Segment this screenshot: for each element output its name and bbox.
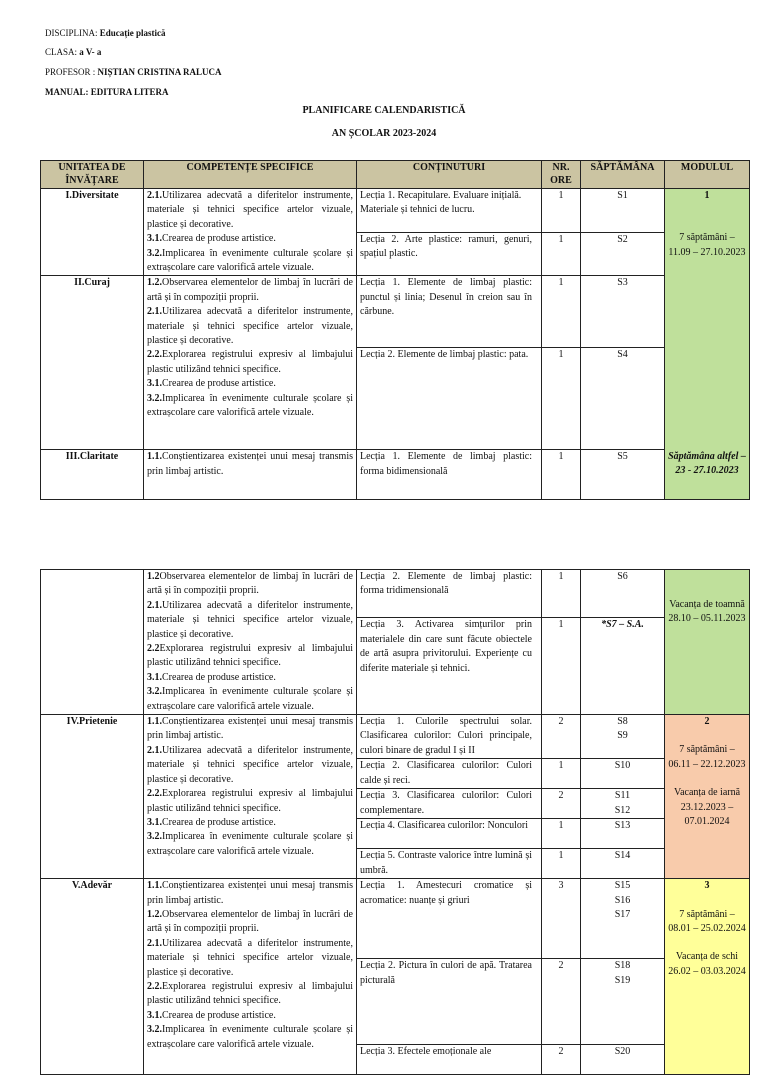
lesson-cell: Lecția 2. Elemente de limbaj plastic: pata. xyxy=(357,348,542,450)
unit-cell: IV.Prietenie xyxy=(41,715,144,879)
class-value: a V- a xyxy=(79,47,102,57)
competences-cell: 1.1.Conștientizarea existenței unui mesaj transmis prin limbaj artistic. 1.2.Observarea elementelor de limbaj în lucrări de artă și în compoziții proprii. 2.1.Utilizarea adecvată a diferitelor instrumente, materiale și tehnici specifice artelor vizuale, plastice și decorative. 2.2.Explorarea registrului expresiv al limbajului plastic utilizând tehnici specifice. 3.1.Crearea de produse artistice. 3.2.Implicarea în evenimente culturale școlare și extrașcolare care valorifică artele vizuale. xyxy=(144,879,357,1075)
week-cell: S3 xyxy=(581,276,665,348)
planning-table-1 xyxy=(40,160,750,500)
table-row xyxy=(41,570,750,618)
col-header-module: MODULUL xyxy=(665,161,750,189)
hours-cell: 2 xyxy=(542,1045,581,1075)
module-cell: 3 7 săptămâni – 08.01 – 25.02.2024 Vacanța de schi 26.02 – 03.03.2024 xyxy=(665,879,750,1075)
col-header-hours: NR. ORE xyxy=(542,161,581,189)
lesson-cell: Lecția 2. Clasificarea culorilor: Culori calde și reci. xyxy=(357,759,542,789)
col-header-competences: COMPETENȚE SPECIFICE xyxy=(144,161,357,189)
discipline-label: DISCIPLINA: xyxy=(45,28,98,38)
discipline-line xyxy=(45,26,166,40)
hours-cell: 2 xyxy=(542,789,581,819)
manual-line xyxy=(45,85,169,99)
competences-cell: 1.2.Observarea elementelor de limbaj în lucrări de artă și în compoziții proprii. 2.1.Utilizarea adecvată a diferitelor instrumente, materiale și tehnici specifice artelor vizuale, plastice și decorative. 2.2.Explorarea registrului expresiv al limbajului plastic utilizând tehnici specifice. 3.1.Crearea de produse artistice. 3.2.Implicarea în evenimente culturale școlare și extrașcolare care valorifică artele vizuale. xyxy=(144,276,357,450)
table-row xyxy=(41,450,750,500)
module-cell-continued xyxy=(665,276,750,450)
page-title: PLANIFICARE CALENDARISTICĂ xyxy=(302,105,466,116)
hours-cell: 1 xyxy=(542,450,581,500)
table-row xyxy=(41,879,750,959)
page-subtitle: AN ȘCOLAR 2023-2024 xyxy=(331,128,437,139)
hours-cell: 1 xyxy=(542,570,581,618)
lesson-cell: Lecția 1. Amestecuri cromatice și acromatice: nuanțe și griuri xyxy=(357,879,542,959)
lesson-cell: Lecția 2. Pictura în culori de apă. Tratarea picturală xyxy=(357,959,542,1045)
unit-cell: I.Diversitate xyxy=(41,189,144,276)
competences-cell: 2.1.Utilizarea adecvată a diferitelor instrumente, materiale și tehnici specifice artelor vizuale, plastice și decorative. 3.1.Crearea de produse artistice. 3.2.Implicarea în evenimente culturale școlare și extrașcolare care valorifică artele vizuale. xyxy=(144,189,357,276)
hours-cell: 2 xyxy=(542,715,581,759)
class-label: CLASA: xyxy=(45,47,78,57)
week-cell: S1 xyxy=(581,189,665,233)
week-cell: S11 S12 xyxy=(581,789,665,819)
hours-cell: 1 xyxy=(542,819,581,849)
lesson-cell: Lecția 5. Contraste valorice între lumină și umbră. xyxy=(357,849,542,879)
table-row xyxy=(41,189,750,233)
module-cell: 2 7 săptămâni – 06.11 – 22.12.2023 Vacanța de iarnă 23.12.2023 – 07.01.2024 xyxy=(665,715,750,879)
lesson-cell: Lecția 1. Elemente de limbaj plastic: forma bidimensională xyxy=(357,450,542,500)
col-header-contents: CONȚINUTURI xyxy=(357,161,542,189)
hours-cell: 1 xyxy=(542,232,581,276)
col-header-week: SĂPTĂMÂNA xyxy=(581,161,665,189)
week-cell: S8 S9 xyxy=(581,715,665,759)
competences-cell: 1.1.Conștientizarea existenței unui mesaj transmis prin limbaj artistic. 2.1.Utilizarea adecvată a diferitelor instrumente, materiale și tehnici specifice artelor vizuale, plastice și decorative. 2.2.Explorarea registrului expresiv al limbajului plastic utilizând tehnici specifice. 3.1.Crearea de produse artistice. 3.2.Implicarea în evenimente culturale școlare și extrașcolare care valorifică artele vizuale. xyxy=(144,715,357,879)
week-cell: S14 xyxy=(581,849,665,879)
manual-value: MANUAL: EDITURA LITERA xyxy=(45,87,169,97)
week-cell: S15 S16 S17 xyxy=(581,879,665,959)
lesson-cell: Lecția 2. Arte plastice: ramuri, genuri, spațiul plastic. xyxy=(357,232,542,276)
lesson-cell: Lecția 1. Culorile spectrului solar. Clasificarea culorilor: Culori principale, culori binare de gradul I și II xyxy=(357,715,542,759)
unit-cell: V.Adevăr xyxy=(41,879,144,1075)
competences-cell: 1.1.Conștientizarea existenței unui mesaj transmis prin limbaj artistic. xyxy=(144,450,357,500)
lesson-cell: Lecția 3. Clasificarea culorilor: Culori complementare. xyxy=(357,789,542,819)
module-cell: Vacanța de toamnă 28.10 – 05.11.2023 xyxy=(665,570,750,715)
table-row xyxy=(41,715,750,759)
lesson-cell: Lecția 1. Elemente de limbaj plastic: punctul și linia; Desenul în creion sau în cărbune. xyxy=(357,276,542,348)
module-cell: Săptămâna altfel – 23 - 27.10.2023 xyxy=(665,450,750,500)
week-cell: S18 S19 xyxy=(581,959,665,1045)
table-header-row xyxy=(41,161,750,189)
hours-cell: 1 xyxy=(542,348,581,450)
teacher-value: NIȘTIAN CRISTINA RALUCA xyxy=(97,67,222,77)
hours-cell: 2 xyxy=(542,959,581,1045)
week-cell: *S7 – S.A. xyxy=(581,618,665,715)
week-cell: S10 xyxy=(581,759,665,789)
week-cell: S5 xyxy=(581,450,665,500)
week-cell: S13 xyxy=(581,819,665,849)
lesson-cell: Lecția 3. Activarea simțurilor prin materialele din care sunt făcute obiectele de artă asupra privitorului. Experiențe cu diferite materiale și tehnici. xyxy=(357,618,542,715)
hours-cell: 1 xyxy=(542,759,581,789)
hours-cell: 3 xyxy=(542,879,581,959)
discipline-value: Educație plastică xyxy=(99,28,166,38)
hours-cell: 1 xyxy=(542,276,581,348)
hours-cell: 1 xyxy=(542,618,581,715)
hours-cell: 1 xyxy=(542,189,581,233)
lesson-cell: Lecția 3. Efectele emoționale ale xyxy=(357,1045,542,1075)
unit-cell-continued xyxy=(41,570,144,715)
unit-cell: III.Claritate xyxy=(41,450,144,500)
module-cell: 1 7 săptămâni – 11.09 – 27.10.2023 xyxy=(665,189,750,276)
week-cell: S20 xyxy=(581,1045,665,1075)
unit-cell: II.Curaj xyxy=(41,276,144,450)
lesson-cell: Lecția 4. Clasificarea culorilor: Nonculori xyxy=(357,819,542,849)
competences-cell: 1.2Observarea elementelor de limbaj în lucrări de artă și în compoziții proprii. 2.1.Utilizarea adecvată a diferitelor instrumente, materiale și tehnici specifice artelor vizuale, plastice și decorative. 2.2Explorarea registrului expresiv al limbajului plastic utilizând tehnici specifice. 3.1.Crearea de produse artistice. 3.2.Implicarea în evenimente culturale școlare și extrașcolare care valorifică artele vizuale. xyxy=(144,570,357,715)
teacher-line xyxy=(45,65,222,79)
col-header-unit: UNITATEA DE ÎNVĂȚARE xyxy=(41,161,144,189)
teacher-label: PROFESOR : xyxy=(45,67,96,77)
week-cell: S4 xyxy=(581,348,665,450)
class-line xyxy=(45,45,101,59)
week-cell: S6 xyxy=(581,570,665,618)
week-cell: S2 xyxy=(581,232,665,276)
hours-cell: 1 xyxy=(542,849,581,879)
lesson-cell: Lecția 2. Elemente de limbaj plastic: forma tridimensională xyxy=(357,570,542,618)
planning-table-2 xyxy=(40,569,750,1075)
table-row xyxy=(41,276,750,348)
lesson-cell: Lecția 1. Recapitulare. Evaluare inițială. Materiale și tehnici de lucru. xyxy=(357,189,542,233)
